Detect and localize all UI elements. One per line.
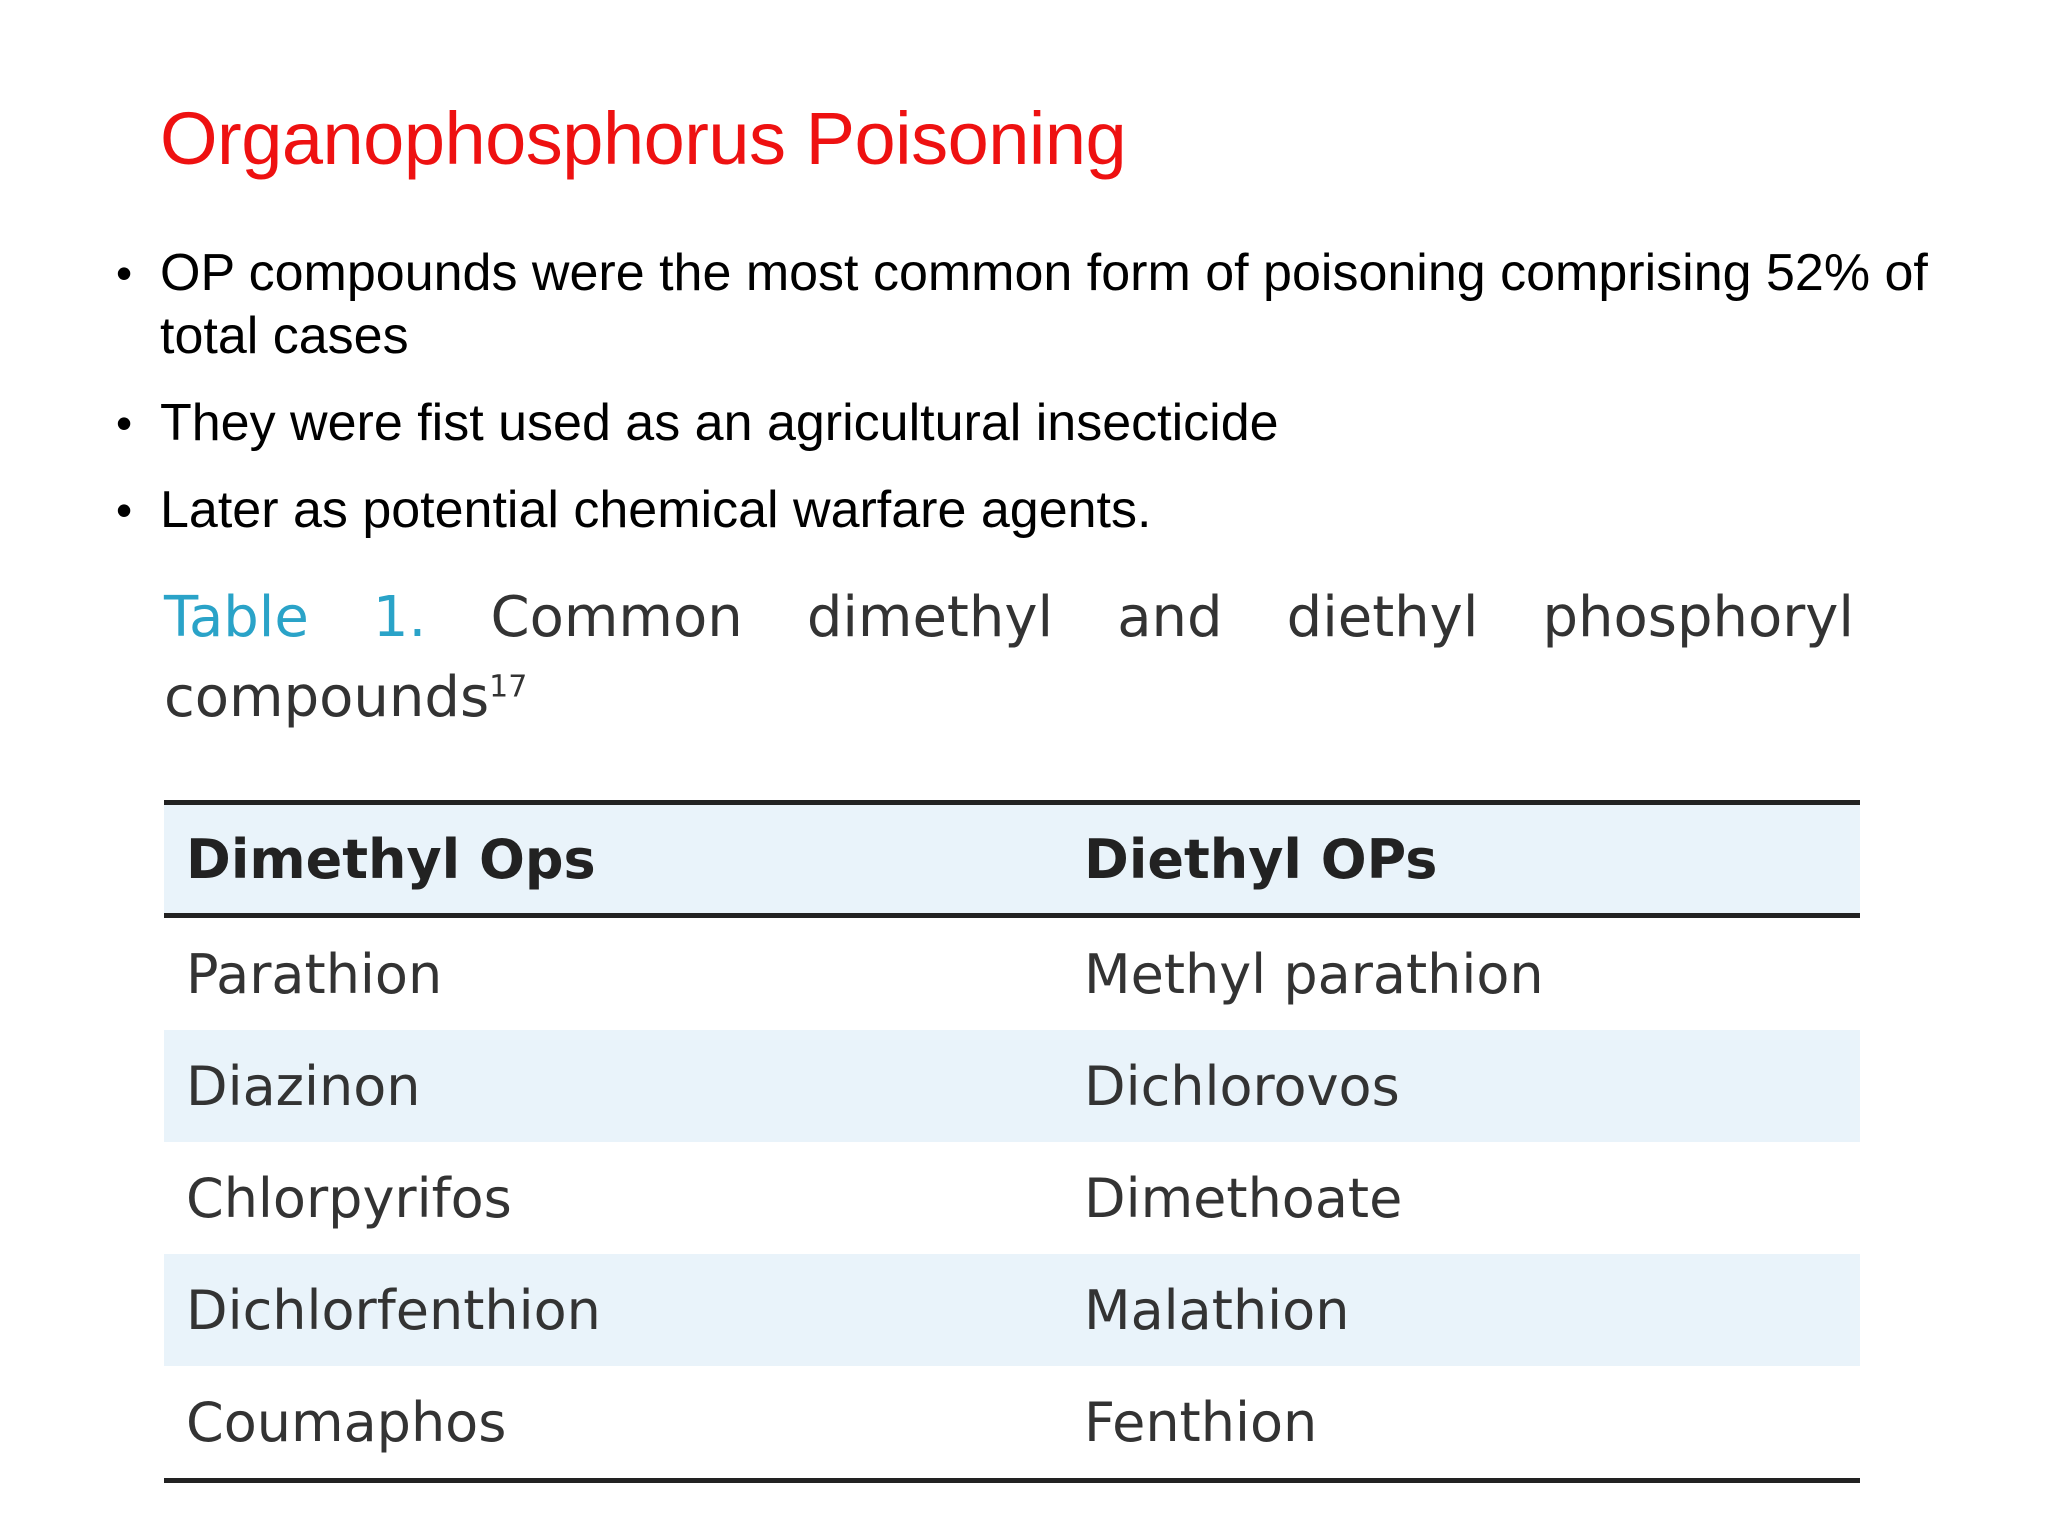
bullet-dot-icon: • xyxy=(116,397,133,449)
op-compounds-table xyxy=(164,800,1860,1483)
table-caption-text: Common dimethyl and diethyl phosphoryl compounds xyxy=(164,585,1854,730)
bullet-text: They were fist used as an agricultural insecticide xyxy=(160,394,1279,452)
table-row xyxy=(164,916,1860,1031)
bullet-list xyxy=(116,242,1936,566)
bullet-item xyxy=(116,392,1936,455)
table-row xyxy=(164,1366,1860,1481)
table-cell: Dichlorovos xyxy=(1084,1054,1400,1118)
table-cell: Dimethoate xyxy=(1084,1166,1403,1230)
table-caption-label: Table 1. xyxy=(164,585,427,650)
bullet-dot-icon: • xyxy=(116,484,133,536)
header-dimethyl: Dimethyl Ops xyxy=(186,827,596,891)
table-caption xyxy=(164,578,1854,738)
table-cell: Chlorpyrifos xyxy=(186,1166,512,1230)
bullet-text: OP compounds were the most common form of poisoning comprising 52% of total cases xyxy=(160,244,1928,365)
table-cell: Dichlorfenthion xyxy=(186,1278,601,1342)
table-cell: Malathion xyxy=(1084,1278,1350,1342)
bullet-item xyxy=(116,242,1936,368)
table-caption-reference: 17 xyxy=(489,669,528,705)
table-cell: Coumaphos xyxy=(186,1390,507,1454)
table-cell: Fenthion xyxy=(1084,1390,1318,1454)
table-figure xyxy=(164,578,1860,1454)
slide-title: Organophosphorus Poisoning xyxy=(160,97,1127,180)
table-row xyxy=(164,1142,1860,1254)
table-header-row xyxy=(164,803,1860,916)
table-row xyxy=(164,1254,1860,1366)
bullet-text: Later as potential chemical warfare agents. xyxy=(160,481,1152,539)
bullet-item xyxy=(116,479,1936,542)
table-row xyxy=(164,1030,1860,1142)
table-cell: Diazinon xyxy=(186,1054,421,1118)
header-diethyl: Diethyl OPs xyxy=(1084,827,1438,891)
bullet-dot-icon: • xyxy=(116,247,133,299)
table-cell: Parathion xyxy=(186,942,443,1006)
table-cell: Methyl parathion xyxy=(1084,942,1544,1006)
